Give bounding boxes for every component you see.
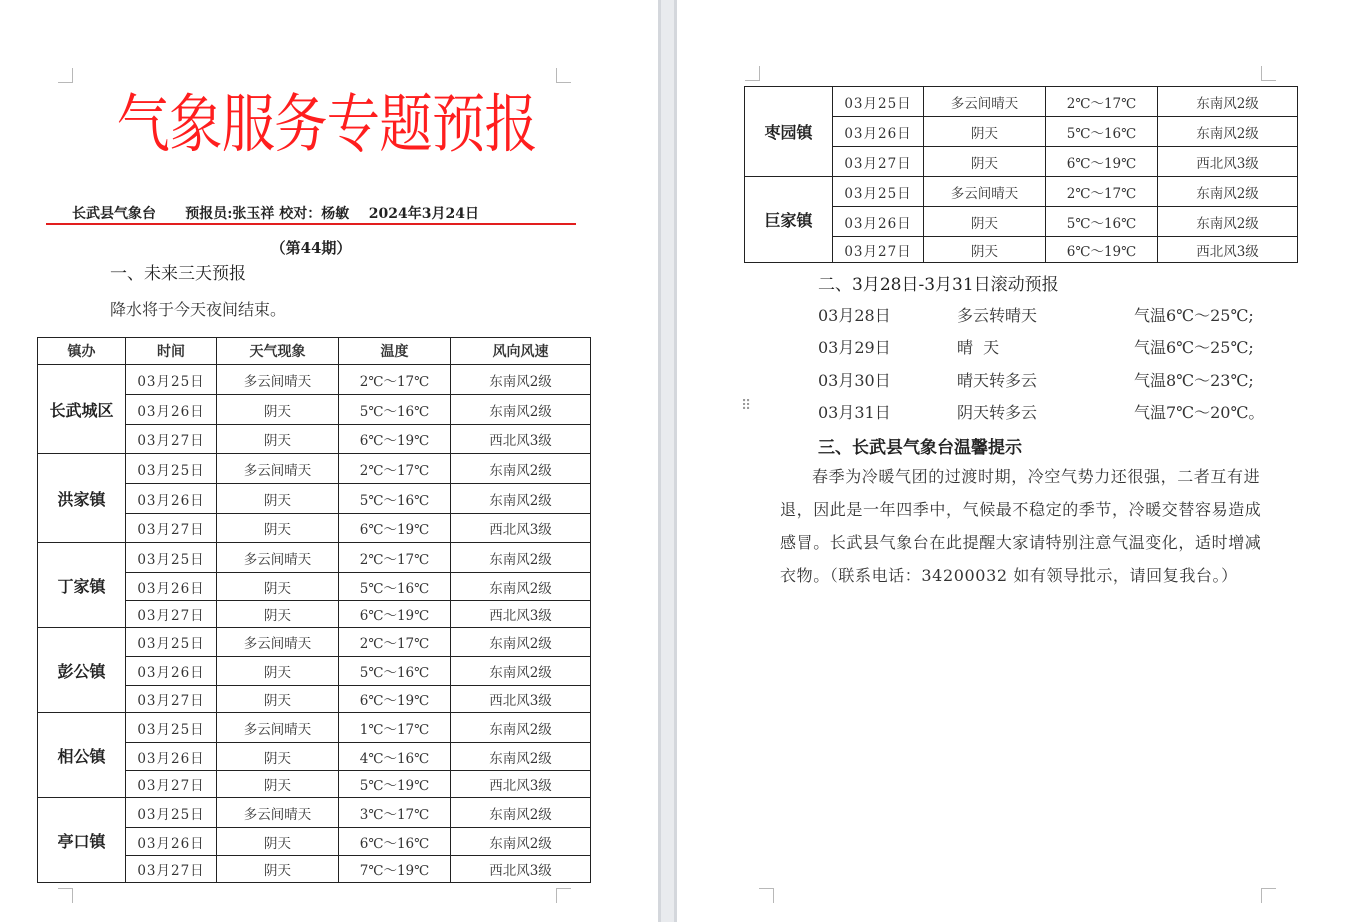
weather-cell: 多云间晴天 <box>217 713 339 743</box>
wind-cell: 西北风3级 <box>451 514 591 543</box>
header-weather: 天气现象 <box>217 338 339 365</box>
temperature-cell: 5℃～16℃ <box>1046 117 1158 147</box>
weather-cell: 多云间晴天 <box>217 543 339 573</box>
table-row <box>38 365 591 395</box>
weather-cell: 阴天 <box>924 117 1046 147</box>
red-divider <box>46 223 576 225</box>
town-name: 长武城区 <box>38 365 126 454</box>
table-header-row <box>38 338 591 365</box>
weather-cell: 阴天 <box>924 147 1046 177</box>
crop-mark <box>58 888 73 903</box>
forecast-table-continued <box>744 86 1298 263</box>
date-cell: 03月26日 <box>833 207 924 237</box>
weather-cell: 阴天 <box>217 856 339 883</box>
table-row <box>38 543 591 573</box>
date-cell: 03月25日 <box>126 713 217 743</box>
wind-cell: 东南风2级 <box>451 543 591 573</box>
weather-cell: 多云间晴天 <box>217 628 339 657</box>
town-name: 相公镇 <box>38 713 126 798</box>
date-cell: 03月27日 <box>126 856 217 883</box>
town-name: 枣园镇 <box>745 87 833 177</box>
temperature-cell: 6℃～16℃ <box>339 828 451 856</box>
weather-cell: 阴天 <box>217 771 339 798</box>
temperature-cell: 5℃～16℃ <box>339 657 451 686</box>
date-cell: 03月25日 <box>126 454 217 484</box>
crop-mark <box>556 888 571 903</box>
rolling-date: 03月31日 <box>818 403 891 422</box>
wind-cell: 东南风2级 <box>1158 177 1298 207</box>
town-name: 洪家镇 <box>38 454 126 543</box>
rolling-temperature: 气温6℃～25℃; <box>1134 338 1254 357</box>
wind-cell: 东南风2级 <box>1158 87 1298 117</box>
weather-cell: 阴天 <box>217 573 339 601</box>
weather-cell: 阴天 <box>217 657 339 686</box>
rolling-temperature: 气温7℃～20℃。 <box>1134 403 1265 422</box>
temperature-cell: 5℃～16℃ <box>1046 207 1158 237</box>
wind-cell: 东南风2级 <box>1158 207 1298 237</box>
town-name: 彭公镇 <box>38 628 126 713</box>
wind-cell: 西北风3级 <box>1158 147 1298 177</box>
wind-cell: 东南风2级 <box>1158 117 1298 147</box>
rolling-weather: 晴 天 <box>957 338 1000 357</box>
crop-mark <box>745 66 760 81</box>
date-cell: 03月27日 <box>833 147 924 177</box>
town-name: 巨家镇 <box>745 177 833 263</box>
date-cell: 03月25日 <box>833 87 924 117</box>
table-row <box>745 177 1298 207</box>
wind-cell: 东南风2级 <box>451 365 591 395</box>
temperature-cell: 2℃～17℃ <box>339 365 451 395</box>
temperature-cell: 2℃～17℃ <box>1046 87 1158 117</box>
date-cell: 03月27日 <box>126 514 217 543</box>
crop-mark <box>556 68 571 83</box>
wind-cell: 西北风3级 <box>451 686 591 713</box>
date-cell: 03月26日 <box>833 117 924 147</box>
date-cell: 03月26日 <box>126 828 217 856</box>
issue-number: （第44期） <box>270 239 352 257</box>
date-cell: 03月27日 <box>126 686 217 713</box>
rolling-weather: 阴天转多云 <box>957 403 1038 422</box>
crop-mark <box>1261 888 1276 903</box>
date-cell: 03月27日 <box>833 237 924 263</box>
header-temperature: 温度 <box>339 338 451 365</box>
station-name: 长武县气象台 <box>72 206 156 222</box>
wind-cell: 东南风2级 <box>451 395 591 425</box>
temperature-cell: 3℃～17℃ <box>339 798 451 828</box>
wind-cell: 西北风3级 <box>451 425 591 454</box>
report-title: 气象服务专题预报 <box>116 87 537 162</box>
temperature-cell: 6℃～19℃ <box>339 601 451 628</box>
temperature-cell: 6℃～19℃ <box>1046 147 1158 177</box>
date-cell: 03月26日 <box>126 395 217 425</box>
crop-mark <box>58 68 73 83</box>
temperature-cell: 5℃～16℃ <box>339 573 451 601</box>
header-town: 镇办 <box>38 338 126 365</box>
drag-handle-icon[interactable]: ⠿ <box>741 398 752 414</box>
wind-cell: 西北风3级 <box>451 601 591 628</box>
crop-mark <box>759 888 774 903</box>
tips-text: 春季为冷暖气团的过渡时期，冷空气势力还很强，二者互有进退，因此是一年四季中，气候最不稳定的季节，冷暖交替容易造成感冒。长武县气象台在此提醒大家请特别注意气温变化，适时增减衣物。（联系电话：34200032 如有领导批示，请回复我台。） <box>780 467 1262 585</box>
temperature-cell: 5℃～19℃ <box>339 771 451 798</box>
rolling-weather: 晴天转多云 <box>957 371 1038 390</box>
precipitation-note: 降水将于今天夜间结束。 <box>110 300 287 319</box>
section-2-heading: 二、3月28日-3月31日滚动预报 <box>818 275 1059 295</box>
rolling-temperature: 气温6℃～25℃; <box>1134 306 1254 325</box>
rolling-temperature: 气温8℃～23℃; <box>1134 371 1254 390</box>
date-cell: 03月25日 <box>126 798 217 828</box>
date-cell: 03月25日 <box>126 365 217 395</box>
document-page-1 <box>0 0 658 922</box>
weather-cell: 多云间晴天 <box>924 177 1046 207</box>
rolling-weather: 多云转晴天 <box>957 306 1038 325</box>
table-row <box>38 628 591 657</box>
weather-cell: 阴天 <box>217 686 339 713</box>
forecaster: 预报员:张玉祥 <box>185 206 275 222</box>
wind-cell: 东南风2级 <box>451 573 591 601</box>
date-cell: 03月26日 <box>126 484 217 514</box>
temperature-cell: 6℃～19℃ <box>1046 237 1158 263</box>
section-1-heading: 一、未来三天预报 <box>110 264 246 284</box>
temperature-cell: 2℃～17℃ <box>339 454 451 484</box>
temperature-cell: 5℃～16℃ <box>339 484 451 514</box>
table-row <box>38 713 591 743</box>
weather-cell: 阴天 <box>217 828 339 856</box>
date-cell: 03月27日 <box>126 771 217 798</box>
rolling-date: 03月30日 <box>818 371 891 390</box>
section-3-heading: 三、长武县气象台温馨提示 <box>818 438 1022 458</box>
weather-cell: 阴天 <box>217 514 339 543</box>
wind-cell: 东南风2级 <box>451 628 591 657</box>
rolling-date: 03月29日 <box>818 338 891 357</box>
temperature-cell: 6℃～19℃ <box>339 514 451 543</box>
proofreader: 校对：杨敏 <box>279 206 350 222</box>
header-date: 时间 <box>126 338 217 365</box>
temperature-cell: 4℃～16℃ <box>339 743 451 771</box>
date-cell: 03月25日 <box>833 177 924 207</box>
wind-cell: 西北风3级 <box>451 856 591 883</box>
report-date: 2024年3月24日 <box>368 206 479 222</box>
wind-cell: 东南风2级 <box>451 828 591 856</box>
forecast-table <box>37 337 591 883</box>
date-cell: 03月26日 <box>126 657 217 686</box>
wind-cell: 东南风2级 <box>451 743 591 771</box>
weather-cell: 阴天 <box>217 743 339 771</box>
town-name: 丁家镇 <box>38 543 126 628</box>
temperature-cell: 2℃～17℃ <box>339 543 451 573</box>
rolling-date: 03月28日 <box>818 306 891 325</box>
header-wind: 风向风速 <box>451 338 591 365</box>
weather-cell: 阴天 <box>217 395 339 425</box>
date-cell: 03月25日 <box>126 543 217 573</box>
table-row <box>745 87 1298 117</box>
table-row <box>38 798 591 828</box>
town-name: 亭口镇 <box>38 798 126 883</box>
temperature-cell: 5℃～16℃ <box>339 395 451 425</box>
wind-cell: 西北风3级 <box>451 771 591 798</box>
date-cell: 03月26日 <box>126 743 217 771</box>
temperature-cell: 2℃～17℃ <box>1046 177 1158 207</box>
weather-cell: 阴天 <box>217 484 339 514</box>
weather-cell: 阴天 <box>217 425 339 454</box>
temperature-cell: 6℃～19℃ <box>339 425 451 454</box>
weather-cell: 多云间晴天 <box>217 365 339 395</box>
crop-mark <box>1261 66 1276 81</box>
temperature-cell: 7℃～19℃ <box>339 856 451 883</box>
date-cell: 03月27日 <box>126 601 217 628</box>
date-cell: 03月25日 <box>126 628 217 657</box>
wind-cell: 西北风3级 <box>1158 237 1298 263</box>
temperature-cell: 6℃～19℃ <box>339 686 451 713</box>
wind-cell: 东南风2级 <box>451 484 591 514</box>
weather-cell: 多云间晴天 <box>217 798 339 828</box>
weather-cell: 阴天 <box>924 207 1046 237</box>
wind-cell: 东南风2级 <box>451 657 591 686</box>
table-row <box>38 454 591 484</box>
date-cell: 03月26日 <box>126 573 217 601</box>
weather-cell: 阴天 <box>217 601 339 628</box>
report-header <box>72 203 479 223</box>
wind-cell: 东南风2级 <box>451 713 591 743</box>
date-cell: 03月27日 <box>126 425 217 454</box>
temperature-cell: 1℃～17℃ <box>339 713 451 743</box>
weather-cell: 多云间晴天 <box>924 87 1046 117</box>
page-gap <box>658 0 677 922</box>
wind-cell: 东南风2级 <box>451 454 591 484</box>
weather-cell: 多云间晴天 <box>217 454 339 484</box>
weather-cell: 阴天 <box>924 237 1046 263</box>
temperature-cell: 2℃～17℃ <box>339 628 451 657</box>
tips-paragraph <box>780 460 1262 592</box>
wind-cell: 东南风2级 <box>451 798 591 828</box>
